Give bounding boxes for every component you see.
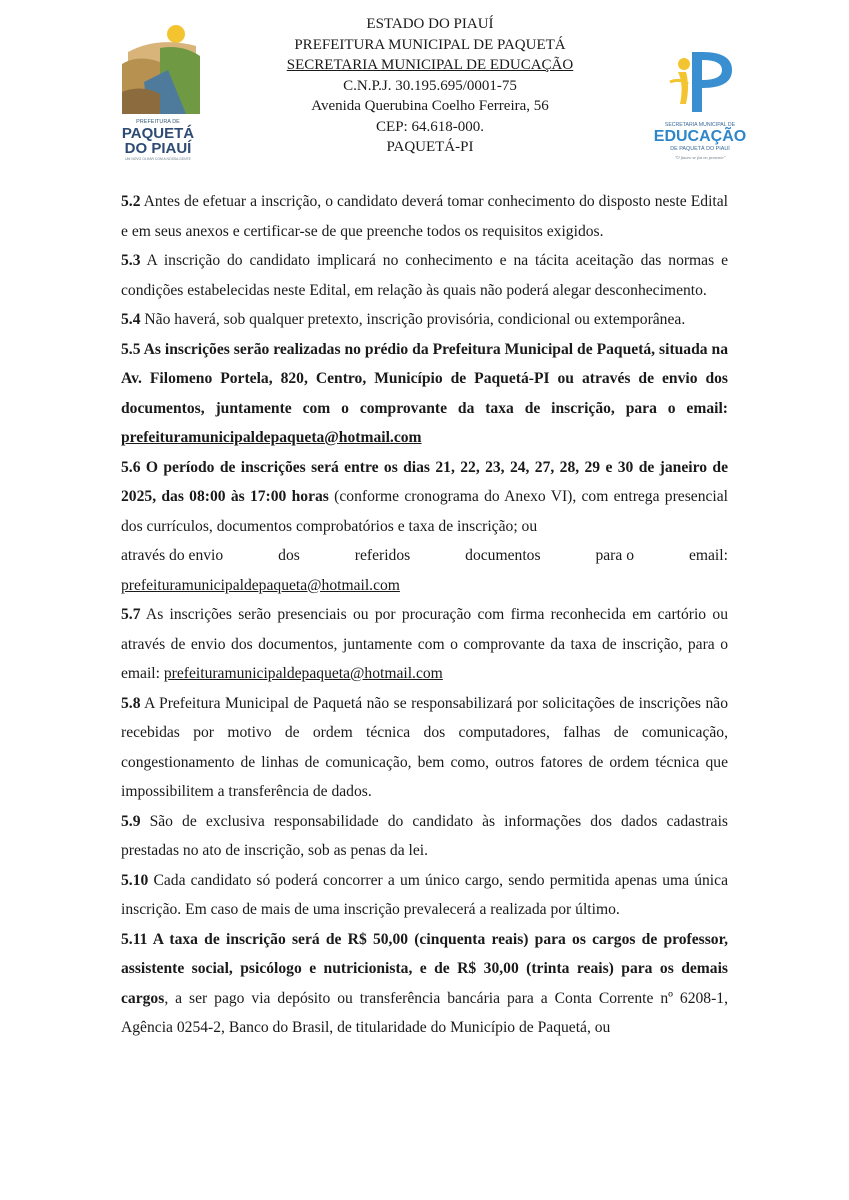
section-number: 5.8 <box>121 694 141 712</box>
prefeitura-paqueta-logo <box>108 22 208 162</box>
section-5-8 <box>121 689 728 807</box>
section-text: A Prefeitura Municipal de Paquetá não se responsabilizará por solicitações de inscrições não recebidas por motivo de ordem técnica dos computadores, falhas de comunicação, congestionamento de linhas de comunicação, bem como, outros fatores de ordem técnica que impossibilitem a transferência de dados. <box>121 694 728 800</box>
header-cep: CEP: 64.618-000. <box>376 118 484 135</box>
email-link[interactable]: prefeituramunicipaldepaqueta@hotmail.com <box>121 576 400 594</box>
section-text: São de exclusiva responsabilidade do candidato às informações dos dados cadastrais prestadas no ato de inscrição, sob as penas da lei. <box>121 812 728 859</box>
section-5-6-spread-line <box>121 541 728 571</box>
section-5-6 <box>121 453 728 542</box>
section-number: 5.3 <box>121 252 141 269</box>
svg-text:"O futuro se faz no presente": "O futuro se faz no presente" <box>674 155 726 160</box>
section-5-6-email <box>121 571 728 601</box>
svg-text:UM NOVO OLHAR COM A NOSSA GENT: UM NOVO OLHAR COM A NOSSA GENTE <box>125 157 191 161</box>
section-text: (conforme cronograma do Anexo VI), com entrega presencial dos currículos, documentos comprobatórios e taxa de inscrição; ou <box>121 488 728 535</box>
spread-word: dos <box>278 547 300 564</box>
section-number: 5.10 <box>121 871 149 889</box>
header-address: Avenida Querubina Coelho Ferreira, 56 <box>311 98 549 114</box>
header-city: PAQUETÁ-PI <box>386 139 474 155</box>
email-link[interactable]: prefeituramunicipaldepaqueta@hotmail.com <box>163 665 443 682</box>
edital-body <box>121 187 728 1043</box>
header-secretariat: SECRETARIA MUNICIPAL DE EDUCAÇÃO <box>286 57 574 73</box>
section-number: 5.9 <box>121 812 141 830</box>
svg-text:DE PAQUETÁ DO PIAUÍ: DE PAQUETÁ DO PIAUÍ <box>670 146 730 152</box>
section-5-11 <box>121 925 728 1043</box>
section-number: 5.2 <box>121 193 141 210</box>
spread-word: email: <box>688 547 728 564</box>
header-prefecture: PREFEITURA MUNICIPAL DE PAQUETÁ <box>294 36 566 53</box>
section-5-4 <box>121 305 728 335</box>
svg-text:PAQUETÁ: PAQUETÁ <box>121 125 195 142</box>
section-5-10 <box>121 866 728 925</box>
header-state: ESTADO DO PIAUÍ <box>366 16 494 32</box>
section-text: Cada candidato só poderá concorrer a um único cargo, sendo permitida apenas uma única inscrição. Em caso de mais de uma inscrição prevalecerá a realizada por último. <box>121 871 728 918</box>
section-number: 5.4 <box>121 311 141 328</box>
section-5-9 <box>121 807 728 866</box>
section-number: 5.7 <box>121 606 141 623</box>
email-link[interactable]: prefeituramunicipaldepaqueta@hotmail.com <box>121 429 422 446</box>
section-text: , a ser pago via depósito ou transferência bancária para a Conta Corrente nº 6208-1, Agência 0254-2, Banco do Brasil, de titularidade do Município de Paquetá, ou <box>121 989 728 1036</box>
secretaria-educacao-logo <box>640 42 760 167</box>
letterhead <box>230 14 630 158</box>
section-5-7 <box>121 600 728 689</box>
svg-text:SECRETARIA MUNICIPAL DE: SECRETARIA MUNICIPAL DE <box>664 122 736 128</box>
section-5-5 <box>121 335 728 453</box>
spread-word: para o <box>595 547 634 564</box>
section-bold-text: 5.6 O período de inscrições será entre os dias 21, 22, 23, 24, 27, 28, 29 e 30 de janeiro de 2025, das 08:00 às 17:00 horas <box>121 458 728 505</box>
section-text: Não haverá, sob qualquer pretexto, inscrição provisória, condicional ou extemporânea. <box>140 311 686 328</box>
section-text: A inscrição do candidato implicará no conhecimento e na tácita aceitação das normas e condições estabelecidas neste Edital, em relação às quais não poderá alegar desconhecimento. <box>121 252 728 299</box>
svg-text:PREFEITURA DE: PREFEITURA DE <box>136 119 180 125</box>
spread-word: documentos <box>465 547 541 564</box>
section-5-2 <box>121 187 728 246</box>
section-text: 5.5 As inscrições serão realizadas no prédio da Prefeitura Municipal de Paquetá, situada na Av. Filomeno Portela, 820, Centro, Município de Paquetá-PI ou através de envio dos documentos, juntamente com o comprovante da taxa de inscrição, para o email: <box>121 340 728 417</box>
section-bold-text: 5.11 A taxa de inscrição será de R$ 50,00 (cinquenta reais) para os cargos de professor, assistente social, psicólogo e nutricionista, e de R$ 30,00 (trinta reais) para os demais cargos <box>121 930 728 1007</box>
svg-text:DO PIAUÍ: DO PIAUÍ <box>124 140 192 157</box>
section-text: As inscrições serão presenciais ou por procuração com firma reconhecida em cartório ou através de envio dos documentos, juntamente com o comprovante da taxa de inscrição, para o email: <box>121 606 728 682</box>
spread-word: através do envio <box>121 547 224 564</box>
section-text: Antes de efetuar a inscrição, o candidato deverá tomar conhecimento do disposto neste Edital e em seus anexos e certificar-se de que preenche todos os requisitos exigidos. <box>121 193 728 240</box>
svg-text:EDUCAÇÃO: EDUCAÇÃO <box>653 128 747 145</box>
section-5-3 <box>121 246 728 305</box>
header-cnpj: C.N.P.J. 30.195.695/0001-75 <box>343 77 517 94</box>
spread-word: referidos <box>354 547 411 564</box>
